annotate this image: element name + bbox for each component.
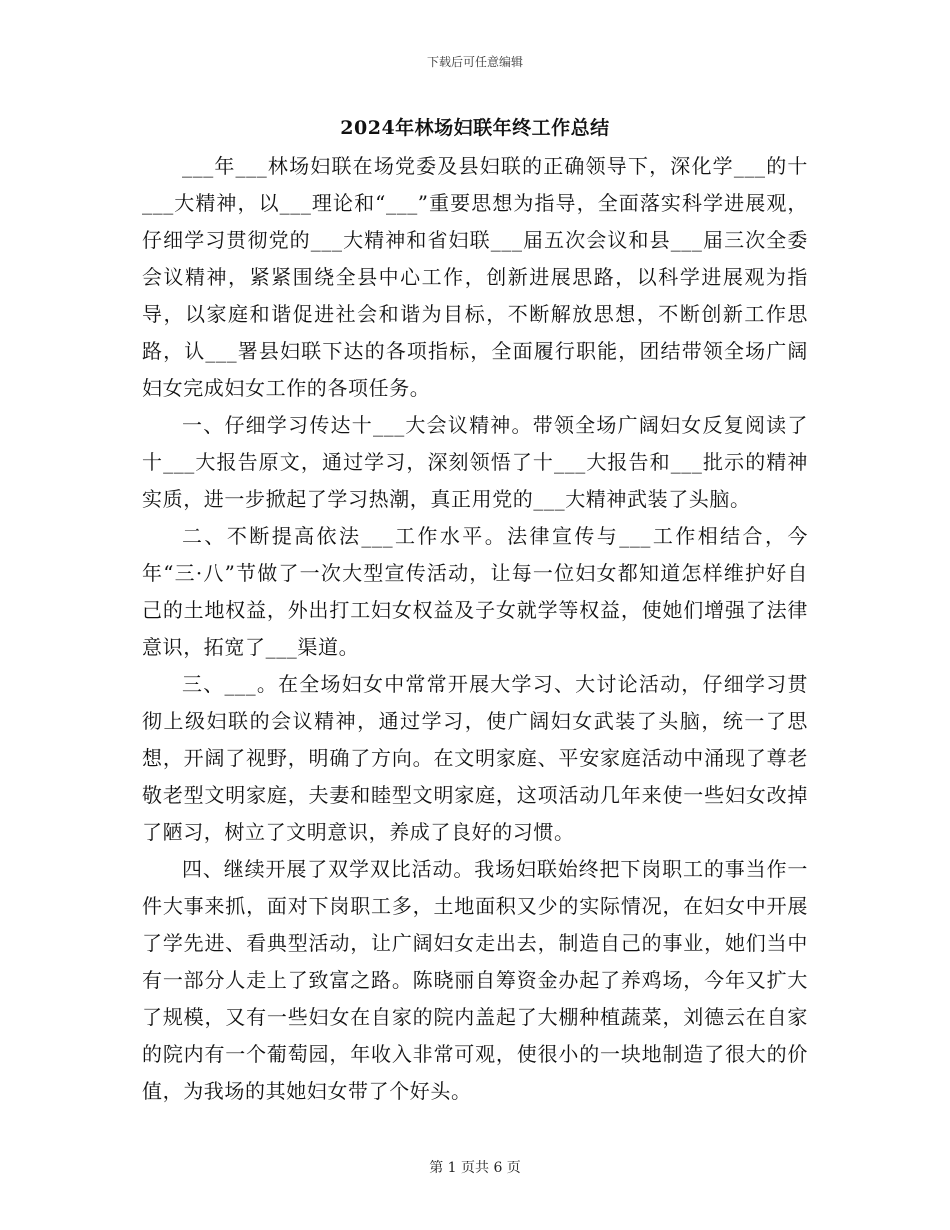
- header-note: 下载后可任意编辑: [426, 55, 523, 69]
- paragraph-section-1: 一、仔细学习传达十___大会议精神。带领全场广阔妇女反复阅读了十___大报告原文，通过学习，深刻领悟了十___大报告和___批示的精神实质，进一步掀起了学习热潮，真正用党的___大精神武装了头脑。: [142, 413, 808, 511]
- page-number-footer: 第 1 页共 6 页: [429, 1160, 521, 1176]
- document-title: 2024年林场妇联年终工作总结: [340, 117, 610, 139]
- paragraph-section-2: 二、不断提高依法___工作水平。法律宣传与___工作相结合，今年“三·八”节做了一次大型宣传活动，让每一位妇女都知道怎样维护好自己的土地权益，外出打工妇女权益及子女就学等权益，使她们增强了法律意识，拓宽了___渠道。: [142, 524, 808, 659]
- document-body: [142, 148, 808, 1110]
- paragraph-section-4: 四、继续开展了双学双比活动。我场妇联始终把下岗职工的事当作一件大事来抓，面对下岗职工多，土地面积又少的实际情况，在妇女中开展了学先进、看典型活动，让广阔妇女走出去，制造自己的事业，她们当中有一部分人走上了致富之路。陈晓丽自筹资金办起了养鸡场，今年又扩大了规模，又有一些妇女在自家的院内盖起了大棚种植蔬菜，刘德云在自家的院内有一个葡萄园，年收入非常可观，使很小的一块地制造了很大的价值，为我场的其她妇女带了个好头。: [142, 857, 808, 1103]
- paragraph-section-3: 三、___。在全场妇女中常常开展大学习、大讨论活动，仔细学习贯彻上级妇联的会议精神，通过学习，使广阔妇女武装了头脑，统一了思想，开阔了视野，明确了方向。在文明家庭、平安家庭活动中涌现了尊老敬老型文明家庭，夫妻和睦型文明家庭，这项活动几年来使一些妇女改掉了陋习，树立了文明意识，养成了良好的习惯。: [142, 672, 808, 844]
- paragraph-intro: ___年___林场妇联在场党委及县妇联的正确领导下，深化学___的十___大精神，以___理论和“___”重要思想为指导，全面落实科学进展观，仔细学习贯彻党的___大精神和省妇联___届五次会议和县___届三次全委会议精神，紧紧围绕全县中心工作，创新进展思路，以科学进展观为指导，以家庭和谐促进社会和谐为目标，不断解放思想，不断创新工作思路，认___署县妇联下达的各项指标，全面履行职能，团结带领全场广阔妇女完成妇女工作的各项任务。: [142, 154, 808, 400]
